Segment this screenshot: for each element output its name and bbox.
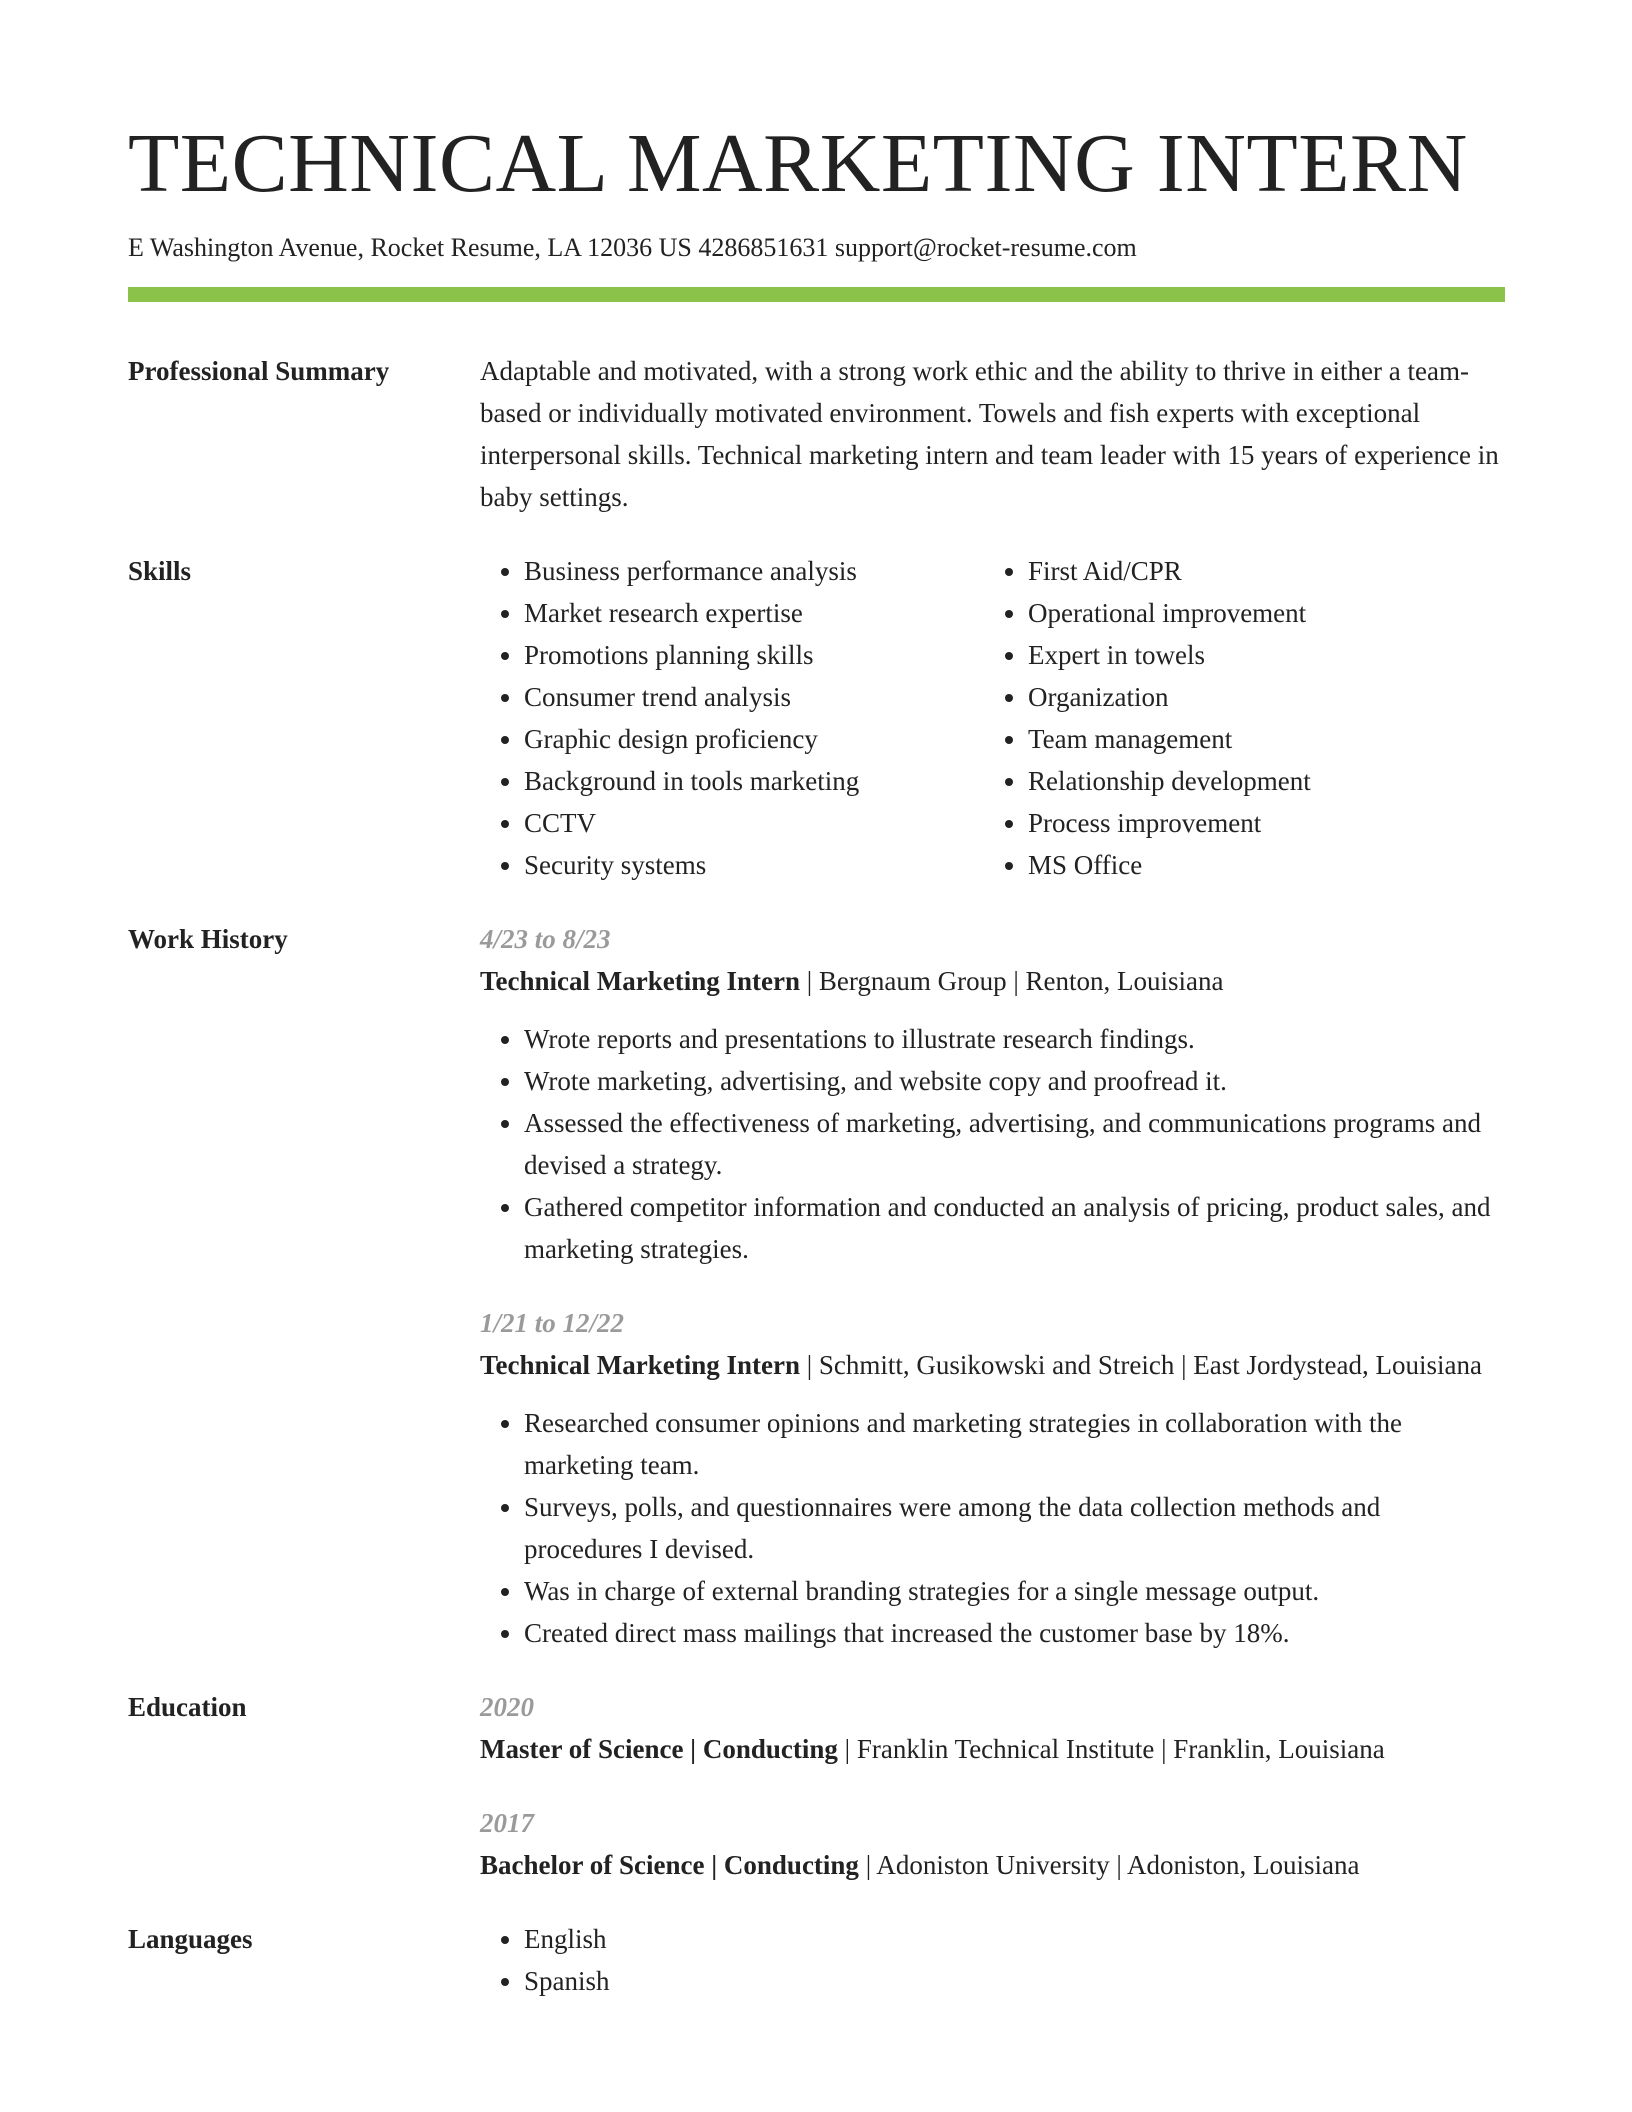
skill-item: • MS Office — [1028, 844, 1505, 886]
job-bullet: • Researched consumer opinions and marketing strategies in collaboration with the marketing team. — [524, 1402, 1505, 1486]
education-heading — [480, 1728, 1505, 1770]
job-bullet: • Gathered competitor information and conducted an analysis of pricing, product sales, and marketing strategies. — [524, 1186, 1505, 1270]
education-degree: Bachelor of Science | Conducting — [480, 1849, 859, 1880]
resume-page — [128, 0, 1505, 2002]
skill-item: • Relationship development — [1028, 760, 1505, 802]
job-bullet: • Wrote reports and presentations to illustrate research findings. — [524, 1018, 1505, 1060]
job-role: Technical Marketing Intern — [480, 1349, 800, 1380]
skills-list-right — [984, 550, 1505, 886]
job-role: Technical Marketing Intern — [480, 965, 800, 996]
section-label-summary: Professional Summary — [128, 355, 390, 386]
skill-item: • Process improvement — [1028, 802, 1505, 844]
skill-item: • Market research expertise — [524, 592, 984, 634]
education-year: 2020 — [480, 1691, 534, 1722]
resume-title: TECHNICAL MARKETING INTERN — [128, 117, 1468, 210]
skill-item: • Background in tools marketing — [524, 760, 984, 802]
skill-item: • Business performance analysis — [524, 550, 984, 592]
education-section — [128, 1686, 1505, 1886]
job-dates: 1/21 to 12/22 — [480, 1307, 625, 1338]
job-bullet: • Surveys, polls, and questionnaires were among the data collection methods and procedures I devised. — [524, 1486, 1505, 1570]
skills-section — [128, 550, 1505, 886]
section-label-education: Education — [128, 1691, 247, 1722]
section-label-work: Work History — [128, 923, 288, 954]
skill-item: • Consumer trend analysis — [524, 676, 984, 718]
skill-item: • First Aid/CPR — [1028, 550, 1505, 592]
education-details: | Adoniston University | Adoniston, Louisiana — [858, 1849, 1360, 1880]
summary-text: Adaptable and motivated, with a strong work ethic and the ability to thrive in either a team-based or individually motivated environment. Towels and fish experts with exceptional interpersonal skills. Technical marketing intern and team leader with 15 years of experience in baby settings. — [480, 355, 1499, 512]
skills-list-left — [480, 550, 984, 886]
skill-item: • Graphic design proficiency — [524, 718, 984, 760]
job-bullet: • Wrote marketing, advertising, and website copy and proofread it. — [524, 1060, 1505, 1102]
education-details: | Franklin Technical Institute | Franklin, Louisiana — [837, 1733, 1385, 1764]
skill-item: • CCTV — [524, 802, 984, 844]
job-bullet: • Assessed the effectiveness of marketing, advertising, and communications programs and devised a strategy. — [524, 1102, 1505, 1186]
summary-section — [128, 350, 1505, 518]
education-degree: Master of Science | Conducting — [480, 1733, 838, 1764]
skill-item: • Organization — [1028, 676, 1505, 718]
skill-item: • Expert in towels — [1028, 634, 1505, 676]
language-item: • Spanish — [524, 1960, 1505, 2002]
work-history-section — [128, 918, 1505, 1654]
job-details: | Bergnaum Group | Renton, Louisiana — [800, 965, 1224, 996]
section-label-skills: Skills — [128, 555, 192, 586]
skill-item: • Team management — [1028, 718, 1505, 760]
language-item: • English — [524, 1918, 1505, 1960]
section-label-languages: Languages — [128, 1923, 253, 1954]
education-heading — [480, 1844, 1505, 1886]
job-heading — [480, 960, 1505, 1002]
skill-item: • Operational improvement — [1028, 592, 1505, 634]
skill-item: • Security systems — [524, 844, 984, 886]
skill-item: • Promotions planning skills — [524, 634, 984, 676]
job-bullets — [480, 1402, 1505, 1654]
job-entry — [480, 1302, 1505, 1654]
job-entry — [480, 918, 1505, 1270]
education-entry — [480, 1686, 1505, 1770]
accent-divider — [128, 287, 1505, 302]
languages-list — [480, 1918, 1505, 2002]
job-bullets — [480, 1018, 1505, 1270]
languages-section — [128, 1918, 1505, 2002]
job-bullet: • Created direct mass mailings that increased the customer base by 18%. — [524, 1612, 1505, 1654]
job-bullet: • Was in charge of external branding strategies for a single message output. — [524, 1570, 1505, 1612]
job-details: | Schmitt, Gusikowski and Streich | East Jordystead, Louisiana — [800, 1349, 1482, 1380]
job-dates: 4/23 to 8/23 — [480, 923, 611, 954]
education-year: 2017 — [480, 1807, 534, 1838]
job-heading — [480, 1344, 1505, 1386]
contact-info: E Washington Avenue, Rocket Resume, LA 12036 US 4286851631 support@rocket-resume.com — [128, 233, 1137, 263]
education-entry — [480, 1802, 1505, 1886]
